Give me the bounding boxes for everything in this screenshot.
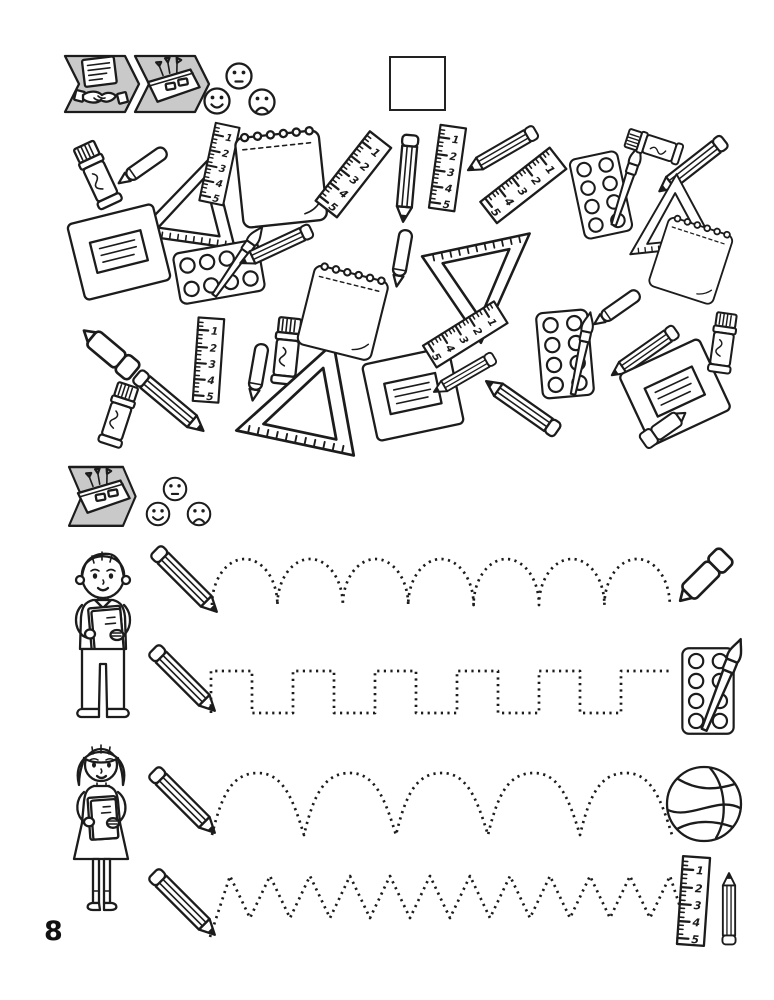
task2-badge [68,466,148,530]
trace-row-zigzag [155,853,755,965]
marker-doodle [77,322,141,381]
notebook-doodle [67,204,171,301]
supplies-scene-layer [67,123,738,456]
marker-icon [672,547,734,609]
pen-doodle [591,288,642,329]
pencil-icon [148,644,221,717]
ruler-doodle [193,317,224,403]
trace-path-zigzag [210,876,682,937]
pen-doodle [115,145,169,188]
pencil-icon [148,868,221,941]
pencil-icon [148,766,221,839]
ruler-doodle [315,131,391,218]
task2-rating-faces [146,476,212,530]
trace-row-square-wave [155,633,755,745]
task1-badges [64,55,214,115]
pen-doodle [246,343,269,401]
small-pencil-icon [722,873,735,944]
pencil-case-task-badge [135,53,209,112]
glue-doodle [708,312,739,374]
neutral-face-icon [164,478,187,501]
boy-character [56,542,153,728]
ruler-doodle [429,125,466,212]
ruler-icon [677,856,710,947]
pen-doodle [390,229,413,287]
glue-doodle [98,381,140,448]
trace-row-arches [155,538,755,648]
answer-box [389,56,446,111]
neutral-face-icon [227,64,252,89]
school-supplies-scene [55,110,739,472]
trace-row-rounded-wave [155,753,755,863]
notepad-doodle [296,261,390,361]
pencil-icon [150,545,223,618]
basketball-icon [667,767,741,841]
worksheet-page: 3 4 5 8 [0,0,774,1000]
notepad-doodle [234,126,327,228]
page-number: 8 [44,916,63,947]
girl-character [54,727,151,921]
glue-doodle [72,140,123,210]
trace-path-arches [212,559,670,605]
discuss-task-badge [65,56,139,112]
trace-path-square-wave [211,671,669,713]
sad-face-icon [188,503,211,526]
pencil-doodle [395,134,419,222]
trace-path-rounded-wave [212,773,672,835]
happy-face-icon [147,503,170,526]
